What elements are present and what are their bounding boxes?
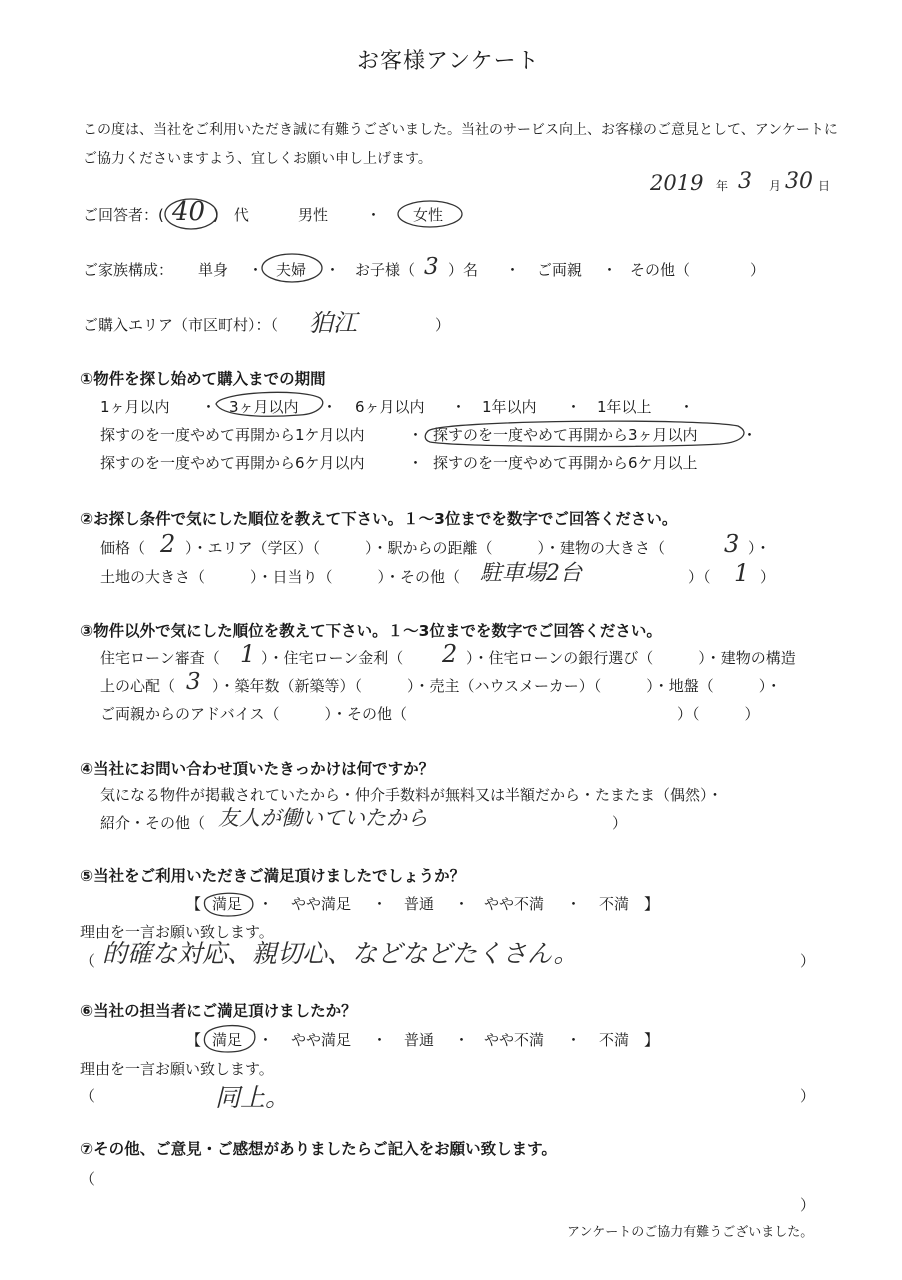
gender-male: 男性: [298, 206, 329, 224]
q1-opt-restart-6m-plus: 探すのを一度やめて再開から6ケ月以上: [433, 454, 698, 472]
q6-opt-somewhat-dissatisfied: やや不満: [484, 1031, 545, 1049]
q2-line-2b: ）（: [688, 568, 711, 586]
q1-dot: ・: [201, 398, 217, 416]
q6-dot: ・: [454, 1031, 470, 1049]
q4-heading: ④当社にお問い合わせ頂いたきっかけは何ですか？: [80, 760, 435, 778]
family-dot-1: ・: [248, 261, 264, 279]
q5-dot: ・: [372, 895, 388, 913]
q6-heading: ⑥当社の担当者にご満足頂けましたか？: [80, 1002, 357, 1020]
q6-opt-satisfied-selected: 満足: [212, 1031, 243, 1049]
q2-line-1a: 価格（: [100, 539, 146, 557]
q3-line-1c: ）・住宅ローンの銀行選び（ ）・建物の構造: [466, 649, 796, 667]
q4-line-2a: 紹介・その他（: [100, 814, 206, 832]
q1-opt-restart-1m: 探すのを一度やめて再開から1ケ月以内: [100, 426, 365, 444]
q5-opt-somewhat-satisfied: やや満足: [291, 895, 352, 913]
q2-heading: ②お探し条件で気にした順位を教えて下さい。１〜3位までを数字でご回答ください。: [80, 510, 678, 528]
q3-line-1a: 住宅ローン審査（: [100, 649, 220, 667]
q7-heading: ⑦その他、ご意見・ご感想がありましたらご記入をお願い致します。: [80, 1140, 557, 1158]
family-couple-selected: 夫婦: [276, 261, 307, 279]
q6-opt-neutral: 普通: [404, 1031, 435, 1049]
q1-opt-1y-plus: 1年以上: [597, 398, 652, 416]
q1-dot: ・: [408, 454, 424, 472]
q1-dot: ・: [322, 398, 338, 416]
family-parents: ご両親: [537, 261, 583, 279]
family-other: その他（ ）: [630, 261, 766, 279]
q5-bracket-open: 【: [186, 895, 202, 913]
date-day-unit: 日: [818, 179, 831, 193]
gender-dot: ・: [366, 206, 382, 224]
q5-dot: ・: [566, 895, 582, 913]
date-month: 3: [738, 169, 752, 194]
q3-loan-screening-rank: 1: [240, 640, 256, 668]
q4-line-1: 気になる物件が掲載されていたから・仲介手数料が無料又は半額だから・たまたま（偶然）・: [100, 786, 723, 804]
family-children-count: 3: [424, 254, 439, 280]
q6-reason-open: （: [80, 1087, 96, 1105]
q2-line-1c: ）・: [748, 539, 771, 557]
q2-line-2a: 土地の大きさ（ ）・日当り（ ）・その他（: [100, 568, 461, 586]
q7-open: （: [80, 1170, 96, 1188]
q6-dot: ・: [372, 1031, 388, 1049]
family-dot-3: ・: [505, 261, 521, 279]
q2-size-rank: 3: [724, 530, 740, 558]
q5-reason-close: ）: [800, 952, 816, 970]
q2-other-text: 駐車場2台: [480, 561, 582, 586]
q5-opt-neutral: 普通: [404, 895, 435, 913]
respondent-age-unit: ) 代: [213, 206, 249, 224]
q5-heading: ⑤当社をご利用いただきご満足頂けましたでしょうか？: [80, 867, 466, 885]
q6-opt-dissatisfied: 不満: [599, 1031, 630, 1049]
date-day: 30: [785, 169, 813, 194]
q3-line-3: ご両親からのアドバイス（ ）・その他（ ）（ ）: [100, 705, 760, 723]
q1-opt-restart-6m: 探すのを一度やめて再開から6ケ月以内: [100, 454, 365, 472]
intro-line-2: ご協力くださいますよう、宜しくお願い申し上げます。: [83, 151, 432, 167]
family-label: ご家族構成：: [83, 261, 174, 279]
respondent-label: ご回答者：(: [83, 206, 164, 224]
q5-opt-dissatisfied: 不満: [599, 895, 630, 913]
q5-opt-somewhat-dissatisfied: やや不満: [484, 895, 545, 913]
q1-opt-1m: 1ヶ月以内: [100, 398, 170, 416]
family-dot-4: ・: [602, 261, 618, 279]
q1-dot: ・: [408, 426, 424, 444]
q1-opt-1y: 1年以内: [482, 398, 537, 416]
family-dot-2: ・: [325, 261, 341, 279]
family-single: 単身: [198, 261, 229, 279]
q5-opt-satisfied-selected: 満足: [212, 895, 243, 913]
q2-other-rank: 1: [734, 559, 750, 587]
q1-opt-6m: 6ヶ月以内: [355, 398, 425, 416]
q1-dot: ・: [566, 398, 582, 416]
date-year: 2019: [650, 171, 704, 195]
q2-line-2c: ）: [760, 568, 776, 586]
area-close: ）: [435, 316, 451, 334]
page-title: お客様アンケート: [357, 49, 540, 74]
q3-loan-rate-rank: 2: [442, 640, 458, 668]
family-children-close: ）名: [448, 261, 479, 279]
q7-close: ）: [800, 1196, 816, 1214]
q5-dot: ・: [454, 895, 470, 913]
q6-dot: ・: [258, 1031, 274, 1049]
q6-bracket-close: 】: [644, 1031, 660, 1049]
q3-structure-rank: 3: [186, 669, 201, 695]
q5-reason-label: 理由を一言お願い致します。: [80, 923, 274, 941]
q5-reason-open: （: [80, 952, 96, 970]
q3-line-2b: ）・築年数（新築等）（ ）・売主（ハウスメーカー）（ ）・地盤（ ）・: [212, 677, 782, 695]
family-children-open: お子様（: [355, 261, 416, 279]
q5-dot: ・: [258, 895, 274, 913]
q1-opt-restart-3m-selected: 探すのを一度やめて再開から3ヶ月以内: [433, 426, 698, 444]
q6-opt-somewhat-satisfied: やや満足: [291, 1031, 352, 1049]
date-year-unit: 年: [716, 179, 729, 193]
q2-price-rank: 2: [160, 530, 176, 558]
intro-line-1: この度は、当社をご利用いただき誠に有難うございました。当社のサービス向上、お客様のご意見として、アンケートに: [83, 122, 838, 138]
q1-dot: ・: [742, 426, 758, 444]
q6-bracket-open: 【: [186, 1031, 202, 1049]
q4-line-2b: ）: [612, 814, 628, 832]
q5-reason-text: 的確な対応、親切心、などなどたくさん。: [102, 939, 579, 968]
q5-bracket-close: 】: [644, 895, 660, 913]
area-label: ご購入エリア（市区町村）：（: [83, 316, 279, 334]
q2-line-1b: ）・エリア（学区）（ ）・駅からの距離（ ）・建物の大きさ（: [185, 539, 666, 557]
q6-reason-label: 理由を一言お願い致します。: [80, 1060, 274, 1078]
date-month-unit: 月: [769, 179, 782, 193]
area-value: 狛江: [309, 309, 357, 337]
q6-dot: ・: [566, 1031, 582, 1049]
q1-opt-3m-selected: 3ヶ月以内: [229, 398, 299, 416]
q3-heading: ③物件以外で気にした順位を教えて下さい。１〜3位までを数字でご回答ください。: [80, 622, 662, 640]
respondent-age: 40: [172, 197, 206, 227]
q6-reason-text: 同上。: [215, 1083, 291, 1112]
gender-female-selected: 女性: [413, 206, 444, 224]
q1-heading: ①物件を探し始めて購入までの期間: [80, 370, 326, 388]
q3-line-1b: ）・住宅ローン金利（: [261, 649, 404, 667]
q6-reason-close: ）: [800, 1087, 816, 1105]
q3-line-2a: 上の心配（: [100, 677, 176, 695]
q1-dot: ・: [679, 398, 695, 416]
q1-dot: ・: [451, 398, 467, 416]
footer-thanks: アンケートのご協力有難うございました。: [567, 1225, 814, 1240]
q4-other-text: 友人が働いていたから: [218, 806, 428, 830]
